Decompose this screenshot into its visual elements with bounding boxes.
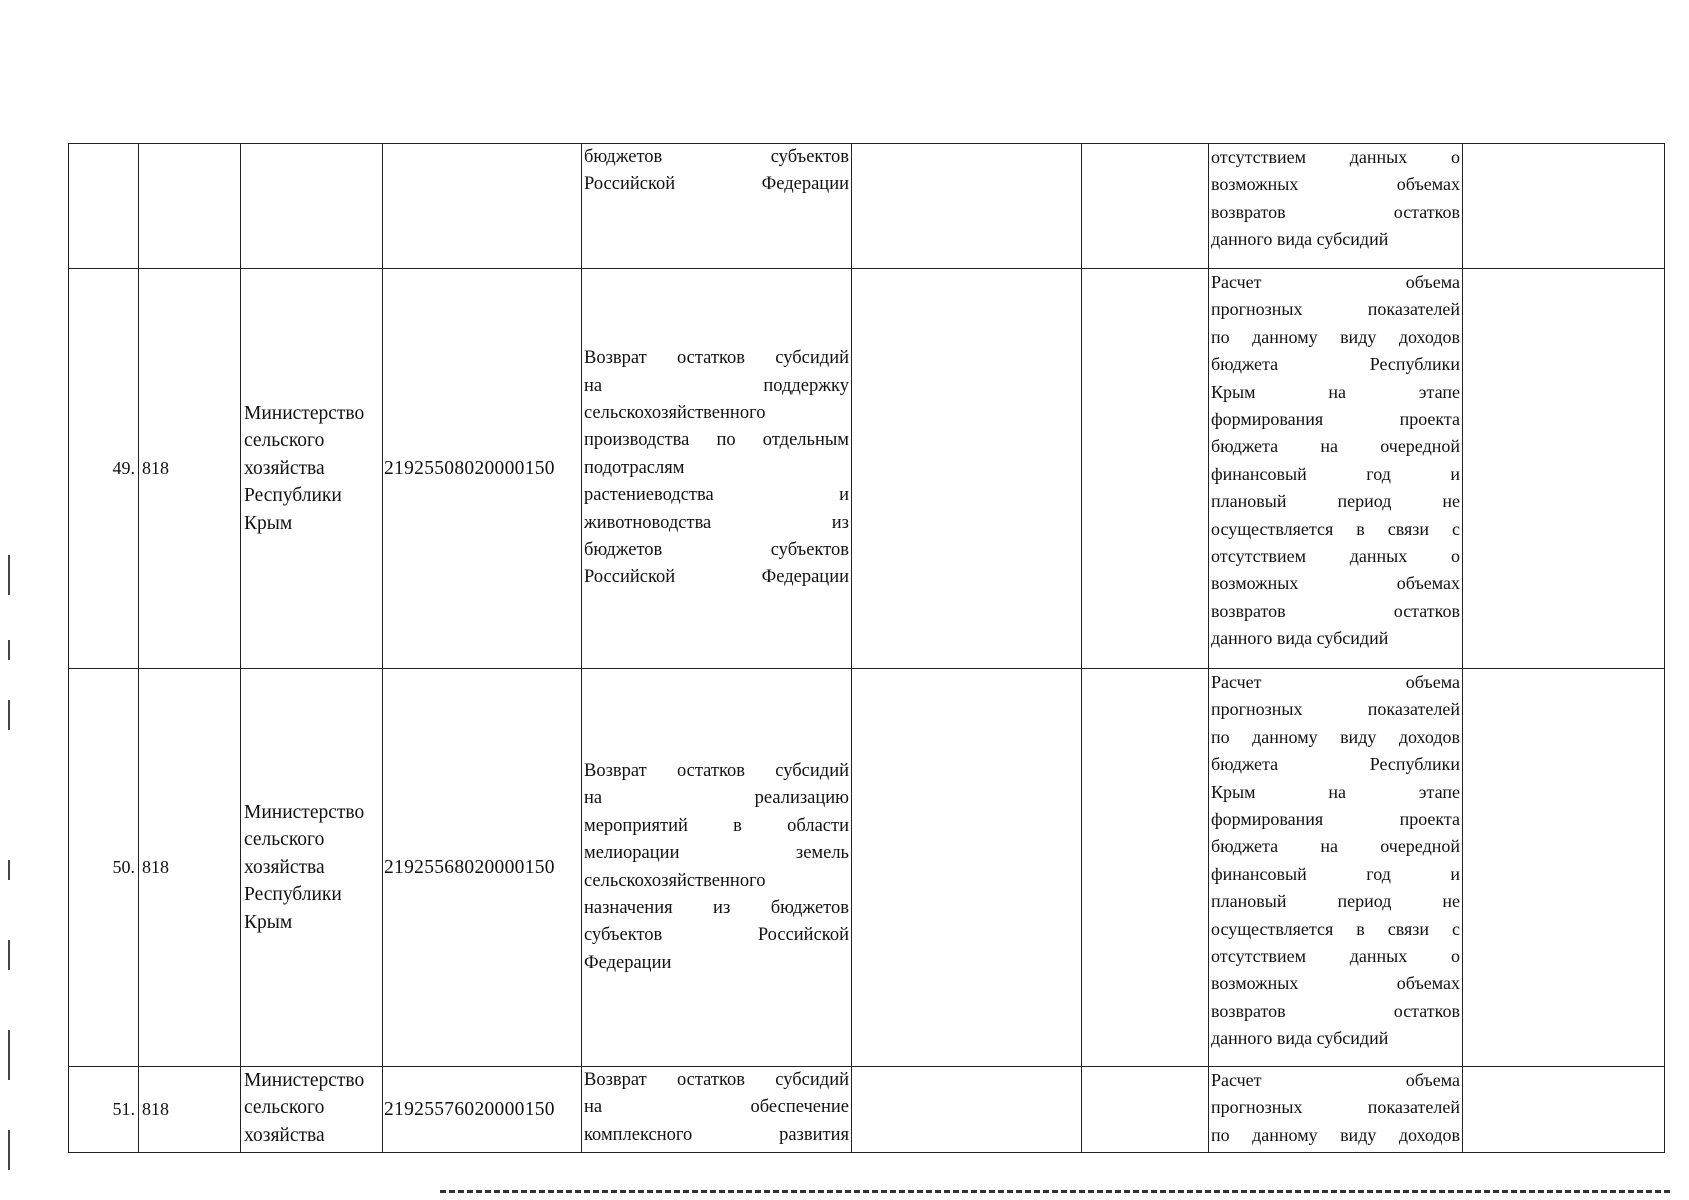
cell-revenue-name-line: на поддержку: [584, 375, 849, 396]
cell-method-line: бюджета на очередной: [1211, 436, 1460, 457]
cell-revenue-name-line: на обеспечение: [584, 1097, 849, 1118]
cell-revenue-name-line: субъектов Российской: [584, 925, 849, 946]
cell-empty-c: [1463, 1067, 1665, 1153]
cell-empty-a: [852, 1067, 1082, 1153]
cell-administrator-line: хозяйства: [244, 457, 325, 479]
cell-method-line: по данному виду доходов: [1211, 1124, 1460, 1145]
margin-tick: [8, 1030, 10, 1080]
cell-method-line: формирования проекта: [1211, 809, 1460, 830]
margin-tick: [8, 940, 10, 970]
cell-administrator-line: сельского: [244, 829, 325, 851]
cell-revenue-name-line: на реализацию: [584, 788, 849, 809]
cell-number: [69, 144, 139, 269]
cell-code: 818: [139, 269, 241, 669]
cell-administrator: [241, 669, 383, 1067]
cell-administrator: [241, 144, 383, 269]
cell-revenue-name-line: Федерации: [584, 952, 672, 973]
cell-method-line: Крым на этапе: [1211, 781, 1460, 802]
cell-revenue-name-line: Возврат остатков субсидий: [584, 760, 849, 781]
cell-method-line: бюджета Республики: [1211, 354, 1460, 375]
cell-administrator-line: сельского: [244, 430, 325, 452]
margin-tick: [8, 640, 10, 660]
cell-empty-a: [852, 144, 1082, 269]
cell-empty-b: [1082, 144, 1209, 269]
cell-administrator-line: Республики: [244, 884, 342, 906]
cell-revenue-name-line: производства по отдельным: [584, 430, 849, 451]
cell-empty-c: [1463, 669, 1665, 1067]
cell-revenue-name-line: мелиорации земель: [584, 843, 849, 864]
cell-empty-c: [1463, 144, 1665, 269]
cell-method-line: прогнозных показателей: [1211, 699, 1460, 720]
cell-code: [139, 144, 241, 269]
method-line: возвратов остатков: [1211, 201, 1460, 222]
cell-administrator: [241, 269, 383, 669]
cell-method-line: плановый период не: [1211, 491, 1460, 512]
cell-revenue-name: [582, 269, 852, 669]
margin-tick: [8, 860, 10, 880]
name-line: бюджетов субъектов: [584, 147, 849, 167]
cell-method-line: формирования проекта: [1211, 409, 1460, 430]
cell-method: [1209, 144, 1463, 269]
cell-revenue-name-line: сельскохозяйственного: [584, 402, 766, 423]
cell-administrator-line: хозяйства: [244, 1124, 325, 1146]
cell-revenue-name-line: животноводства из: [584, 512, 849, 533]
cell-revenue-name-line: Возврат остатков субсидий: [584, 348, 849, 369]
cell-number: 50.: [69, 669, 139, 1067]
margin-tick: [8, 700, 10, 730]
cell-code: 818: [139, 669, 241, 1067]
table-row: [69, 669, 1665, 1067]
cell-revenue-name-line: подотраслям: [584, 457, 685, 478]
cell-method: [1209, 669, 1463, 1067]
cell-method-line: отсутствием данных о: [1211, 546, 1460, 567]
cell-administrator-line: Министерство: [244, 402, 365, 424]
cell-administrator-line: Министерство: [244, 1070, 365, 1091]
revenue-forecast-table: [68, 143, 1665, 1153]
method-line: возможных объемах: [1211, 174, 1460, 195]
cell-kbk: 21925508020000150: [383, 269, 582, 669]
cell-method-line: финансовый год и: [1211, 463, 1460, 484]
cell-method: [1209, 269, 1463, 669]
cell-number: 49.: [69, 269, 139, 669]
cell-code: 818: [139, 1067, 241, 1153]
cell-method-line: прогнозных показателей: [1211, 1097, 1460, 1118]
cell-method-line: прогнозных показателей: [1211, 299, 1460, 320]
cell-method-line: Крым на этапе: [1211, 381, 1460, 402]
cell-kbk: [383, 144, 582, 269]
cell-method: [1209, 1067, 1463, 1153]
cell-method-line: данного вида субсидий: [1211, 1028, 1389, 1049]
cell-method-line: отсутствием данных о: [1211, 946, 1460, 967]
cell-method-line: возможных объемах: [1211, 573, 1460, 594]
name-line: Российской Федерации: [584, 174, 849, 195]
margin-tick: [8, 1130, 10, 1170]
cell-empty-a: [852, 669, 1082, 1067]
cell-method-line: возвратов остатков: [1211, 600, 1460, 621]
cell-method-line: по данному виду доходов: [1211, 726, 1460, 747]
cell-revenue-name-line: мероприятий в области: [584, 815, 849, 836]
cell-administrator-line: Крым: [244, 911, 293, 933]
cell-method-line: плановый период не: [1211, 891, 1460, 912]
cell-method-line: Расчет объема: [1211, 272, 1460, 292]
cell-method-line: Расчет объема: [1211, 672, 1460, 692]
cell-revenue-name: [582, 1067, 852, 1153]
cell-revenue-name: [582, 669, 852, 1067]
cell-method-line: возможных объемах: [1211, 973, 1460, 994]
cell-method-line: осуществляется в связи с: [1211, 918, 1460, 939]
cell-revenue-name-line: назначения из бюджетов: [584, 897, 849, 918]
cell-revenue-name-line: растениеводства и: [584, 485, 849, 506]
cell-revenue-name-line: комплексного развития: [584, 1124, 849, 1145]
cell-revenue-name-line: сельскохозяйственного: [584, 870, 766, 891]
cell-revenue-name-line: бюджетов субъектов: [584, 540, 849, 561]
cell-empty-b: [1082, 1067, 1209, 1153]
page-edge-dashed-line: [440, 1190, 1670, 1193]
cell-kbk: 21925576020000150: [383, 1067, 582, 1153]
table-row: [69, 269, 1665, 669]
cell-method-line: Расчет объема: [1211, 1070, 1460, 1090]
method-line: отсутствием данных о: [1211, 147, 1460, 167]
cell-revenue-name: [582, 144, 852, 269]
cell-revenue-name-line: Российской Федерации: [584, 567, 849, 588]
cell-empty-c: [1463, 269, 1665, 669]
cell-method-line: финансовый год и: [1211, 863, 1460, 884]
method-line: данного вида субсидий: [1211, 229, 1389, 250]
table-row: [69, 1067, 1665, 1153]
cell-method-line: данного вида субсидий: [1211, 628, 1389, 649]
cell-empty-b: [1082, 269, 1209, 669]
margin-tick: [8, 555, 10, 595]
cell-revenue-name-line: Возврат остатков субсидий: [584, 1070, 849, 1090]
cell-empty-a: [852, 269, 1082, 669]
cell-method-line: бюджета на очередной: [1211, 836, 1460, 857]
cell-method-line: по данному виду доходов: [1211, 326, 1460, 347]
cell-administrator-line: Республики: [244, 485, 342, 507]
cell-method-line: осуществляется в связи с: [1211, 518, 1460, 539]
table-row-continuation: [69, 144, 1665, 269]
cell-number: 51.: [69, 1067, 139, 1153]
cell-administrator-line: сельского: [244, 1097, 325, 1119]
cell-empty-b: [1082, 669, 1209, 1067]
cell-kbk: 21925568020000150: [383, 669, 582, 1067]
cell-method-line: бюджета Республики: [1211, 754, 1460, 775]
cell-administrator-line: хозяйства: [244, 856, 325, 878]
cell-administrator-line: Министерство: [244, 801, 365, 823]
cell-method-line: возвратов остатков: [1211, 1000, 1460, 1021]
cell-administrator-line: Крым: [244, 512, 293, 534]
cell-administrator: [241, 1067, 383, 1153]
